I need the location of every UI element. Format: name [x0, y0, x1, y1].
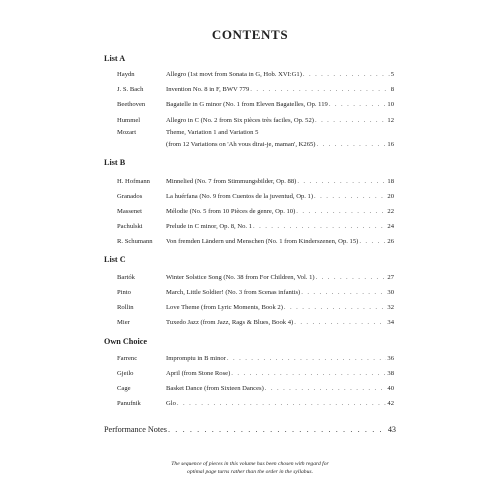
entry-title: Invention No. 8 in F, BWV 779 [166, 86, 250, 93]
dot-leader [301, 287, 386, 299]
performance-notes-entry[interactable] [104, 425, 396, 434]
dot-leader [316, 272, 387, 284]
footnote-line-2: optimal page turns rather than the order in the syllabus. [187, 469, 313, 475]
dot-leader [168, 425, 387, 434]
entry-title-line [166, 84, 394, 96]
entry-composer: Pinto [117, 289, 131, 296]
toc-entry[interactable] [0, 302, 500, 314]
section-heading-list-b: List B [104, 158, 126, 167]
dot-leader [265, 383, 387, 395]
toc-entry[interactable] [0, 115, 500, 127]
entry-title: La huérfana (No. 9 from Cuentos de la juventud, Op. 1) [166, 193, 314, 200]
toc-entry[interactable] [0, 398, 500, 410]
entry-page-number: 36 [387, 355, 394, 362]
entry-title: April (from Stone Rose) [166, 370, 231, 377]
entry-title: Glo [166, 400, 176, 407]
toc-entry[interactable] [0, 236, 500, 248]
entry-composer: J. S. Bach [117, 86, 144, 93]
entry-title-line [166, 317, 394, 329]
entry-page-number: 24 [387, 223, 394, 230]
entry-title-line [166, 206, 394, 218]
entry-title: Bagatelle in G minor (No. 1 from Eleven Bagatelles, Op. 119 [166, 101, 328, 108]
dot-leader [296, 206, 386, 218]
entry-composer: Bartók [117, 274, 135, 281]
entry-page-number: 34 [387, 319, 394, 326]
performance-notes-label: Performance Notes [104, 425, 167, 434]
entry-composer: Gjeilo [117, 370, 134, 377]
entry-page-number: 42 [387, 400, 394, 407]
toc-entry[interactable] [0, 69, 500, 81]
entry-page-number: 27 [387, 274, 394, 281]
performance-notes-page-number: 43 [387, 425, 396, 434]
entry-title: (from 12 Variations on 'Ah vous dirai-je, maman', K265) [166, 141, 316, 148]
entry-title-line [166, 115, 394, 127]
entry-title: Love Theme (from Lyric Moments, Book 2) [166, 304, 283, 311]
toc-entry[interactable] [0, 99, 500, 111]
dot-leader [297, 176, 386, 188]
entry-composer: Panufnik [117, 400, 141, 407]
dot-leader [317, 139, 387, 151]
toc-entry[interactable] [0, 127, 500, 151]
entry-title-line [166, 221, 394, 233]
entry-page-number: 12 [387, 117, 394, 124]
entry-title: Winter Solstice Song (No. 38 from For Children, Vol. 1) [166, 274, 315, 281]
entry-composer: Pachulski [117, 223, 143, 230]
entry-composer: Farrenc [117, 355, 138, 362]
entry-composer: Hummel [117, 117, 141, 124]
dot-leader [359, 236, 386, 248]
entry-title-first-line: Theme, Variation 1 and Variation 5 [166, 129, 259, 136]
entry-composer: Massenet [117, 208, 142, 215]
toc-entry[interactable] [0, 176, 500, 188]
toc-entry[interactable] [0, 353, 500, 365]
dot-leader [329, 99, 387, 111]
dot-leader [231, 368, 386, 380]
toc-entry[interactable] [0, 317, 500, 329]
dot-leader [177, 398, 387, 410]
entry-composer: R. Schumann [117, 238, 153, 245]
dot-leader [253, 221, 386, 233]
dot-leader [315, 115, 386, 127]
entry-page-number: 20 [387, 193, 394, 200]
entry-title: Allegro (1st movt from Sonata in G, Hob. XVI:G1) [166, 71, 302, 78]
entry-composer: Mozart [117, 129, 137, 136]
toc-entry[interactable] [0, 191, 500, 203]
entry-title-line [166, 353, 394, 365]
entry-title: Tuxedo Jazz (from Jazz, Rags & Blues, Book 4) [166, 319, 294, 326]
entry-page-number: 40 [387, 385, 394, 392]
dot-leader [250, 84, 389, 96]
entry-composer: Haydn [117, 71, 135, 78]
entry-page-number: 16 [387, 141, 394, 148]
entry-title: Prelude in C minor, Op. 8, No. 1 [166, 223, 252, 230]
entry-page-number: 8 [390, 86, 394, 93]
toc-entry[interactable] [0, 221, 500, 233]
section-heading-list-a: List A [104, 54, 126, 63]
entry-title: Basket Dance (from Sixteen Dances) [166, 385, 264, 392]
toc-entry[interactable] [0, 287, 500, 299]
toc-entry[interactable] [0, 272, 500, 284]
footnote-line-1: The sequence of pieces in this volume has been chosen with regard for [171, 461, 329, 467]
entry-title-line [166, 287, 394, 299]
dot-leader [294, 317, 386, 329]
entry-title-line [166, 398, 394, 410]
entry-composer: Beethoven [117, 101, 146, 108]
entry-title-line [166, 236, 394, 248]
entry-title: Von fremden Ländern und Menschen (No. 1 from Kinderszenen, Op. 15) [166, 238, 359, 245]
page-title: CONTENTS [211, 27, 289, 42]
dot-leader [303, 69, 390, 81]
entry-composer: H. Hofmann [117, 178, 150, 185]
entry-title-line [166, 191, 394, 203]
toc-entry[interactable] [0, 206, 500, 218]
section-heading-own-choice: Own Choice [104, 337, 147, 346]
entry-page-number: 22 [387, 208, 394, 215]
entry-page-number: 38 [387, 370, 394, 377]
entry-page-number: 32 [387, 304, 394, 311]
entry-page-number: 30 [387, 289, 394, 296]
dot-leader [314, 191, 386, 203]
entry-composer: Rollin [117, 304, 134, 311]
entry-title: Mélodie (No. 5 from 10 Pièces de genre, Op. 10) [166, 208, 296, 215]
entry-title-line [166, 272, 394, 284]
entry-page-number: 5 [390, 71, 394, 78]
toc-entry[interactable] [0, 368, 500, 380]
entry-title-line [166, 176, 394, 188]
footnote [0, 460, 500, 476]
entry-title-line [166, 69, 394, 81]
toc-entry[interactable] [0, 383, 500, 395]
entry-page-number: 10 [387, 101, 394, 108]
toc-entry[interactable] [0, 84, 500, 96]
entry-title-line [166, 139, 394, 151]
entry-title-line [166, 99, 394, 111]
entry-title: March, Little Soldier! (No. 3 from Scenas infantis) [166, 289, 301, 296]
entry-title-line [166, 383, 394, 395]
entry-title-line [166, 302, 394, 314]
entry-title-line [166, 368, 394, 380]
entry-composer: Cage [117, 385, 131, 392]
section-heading-list-c: List C [104, 255, 126, 264]
dot-leader [227, 353, 387, 365]
entry-page-number: 18 [387, 178, 394, 185]
entry-title: Allegro in C (No. 2 from Six pièces très faciles, Op. 52) [166, 117, 314, 124]
dot-leader [284, 302, 387, 314]
entry-composer: Mier [117, 319, 130, 326]
entry-page-number: 26 [387, 238, 394, 245]
entry-title: Impromptu in B minor [166, 355, 226, 362]
entry-composer: Granados [117, 193, 143, 200]
entry-title: Minnelied (No. 7 from Stimmungsbilder, Op. 88) [166, 178, 297, 185]
